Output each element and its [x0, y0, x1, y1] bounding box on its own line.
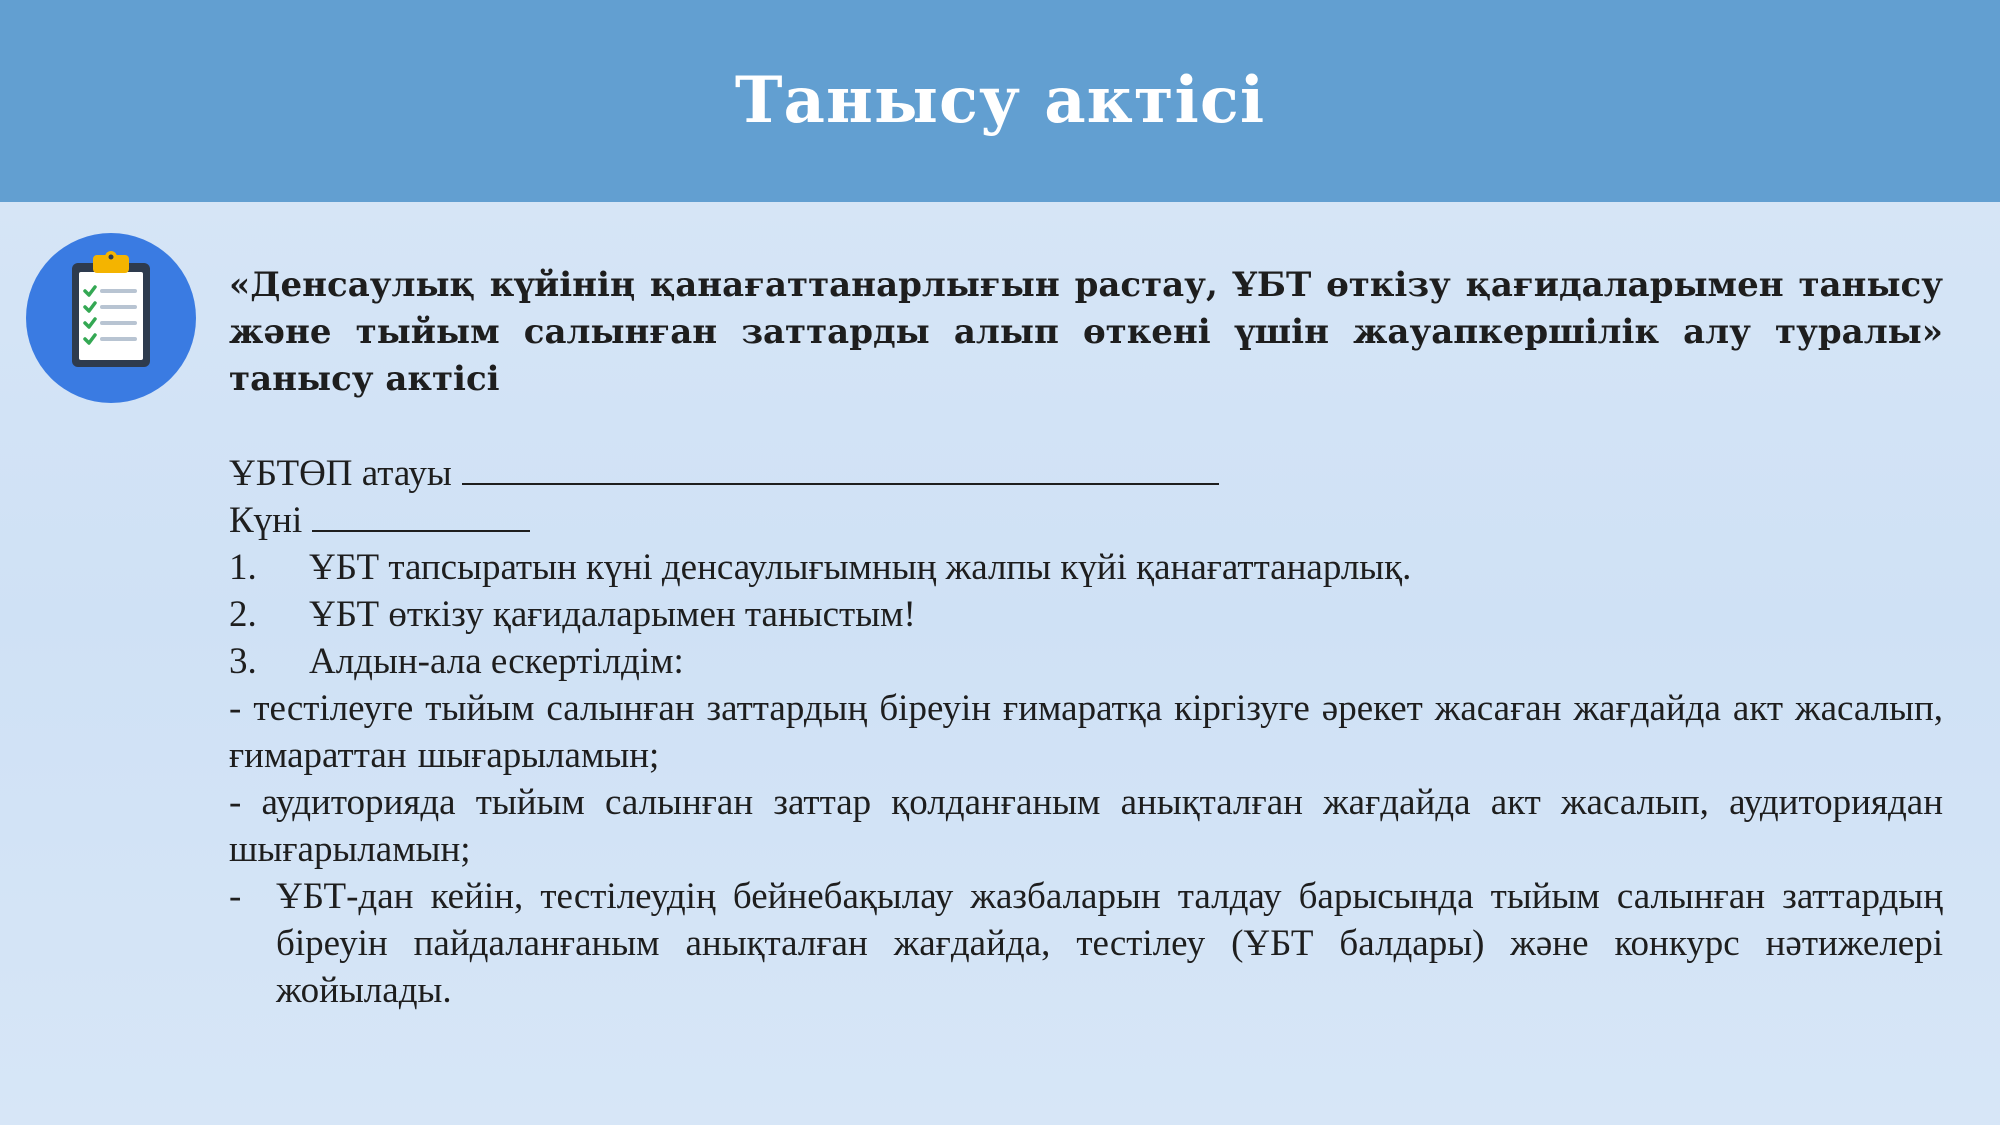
dash-marker: - [229, 876, 242, 917]
numbered-item-1 [229, 544, 1943, 591]
item-text: ҰБТ өткізу қағидаларымен таныстым! [309, 594, 916, 635]
item-number: 2. [229, 594, 257, 635]
item-text: Алдын-ала ескертілдім: [309, 641, 684, 682]
organization-name-blank[interactable] [462, 453, 1219, 485]
acknowledgement-document [229, 262, 1943, 1014]
item-text: ҰБТ тапсыратын күні денсаулығымның жалпы күйі қанағаттанарлық. [309, 547, 1412, 588]
title-banner [0, 0, 2000, 202]
organization-name-label: ҰБТӨП атауы [229, 453, 452, 494]
clipboard-checklist-icon [26, 233, 196, 403]
clipboard-graphic [26, 233, 196, 403]
warning-text: ҰБТ-дан кейін, тестілеудің бейнебақылау жазбаларын талдау барысында тыйым салынған заттардың біреуін пайдаланғаным анықталған жағдайда, тестілеу (ҰБТ балдары) және конкурс нәтижелері жойылады. [276, 876, 1943, 1011]
warning-entry-building: - тестілеуге тыйым салынған заттардың біреуін ғимаратқа кіргізуге әрекет жасаған жағдайда акт жасалып, ғимараттан шығарыламын; [229, 688, 1943, 776]
item-number: 1. [229, 547, 257, 588]
item-number: 3. [229, 641, 257, 682]
date-blank[interactable] [312, 500, 530, 532]
spacer [229, 403, 1943, 450]
date-label: Күні [229, 500, 303, 541]
organization-name-field [229, 450, 1943, 497]
page-title: Танысу актісі [734, 62, 1266, 138]
warning-results-cancelled [229, 873, 1943, 1014]
document-heading: «Денсаулық күйінің қанағаттанарлығын растау, ҰБТ өткізу қағидаларымен танысу және тыйым салынған заттарды алып өткені үшін жауапкершілік алу туралы» танысу актісі [229, 265, 1943, 399]
numbered-item-3 [229, 638, 1943, 685]
warning-auditorium: - аудиторияда тыйым салынған заттар қолданғаным анықталған жағдайда акт жасалып, аудиториядан шығарыламын; [229, 782, 1943, 870]
numbered-item-2 [229, 591, 1943, 638]
date-field [229, 497, 1943, 544]
